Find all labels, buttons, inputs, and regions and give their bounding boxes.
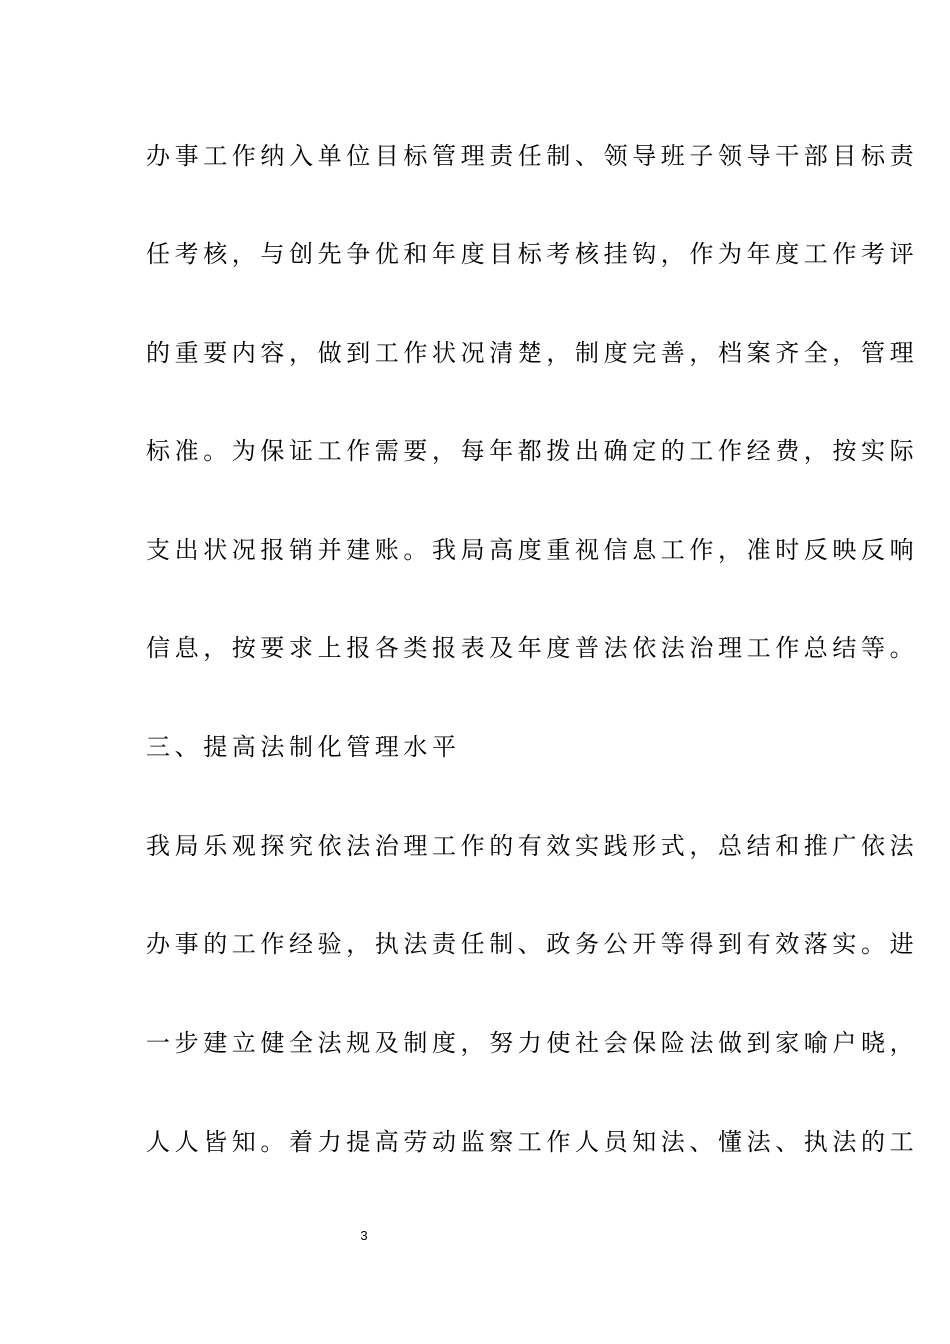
text-line-2: 任考核，与创先争优和年度目标考核挂钩，作为年度工作考评 — [146, 240, 919, 268]
text-line-9: 办事的工作经验，执法责任制、政务公开等得到有效落实。进 — [146, 930, 919, 958]
text-line-11: 人人皆知。着力提高劳动监察工作人员知法、懂法、执法的工 — [146, 1128, 919, 1156]
text-line-4: 标准。为保证工作需要，每年都拨出确定的工作经费，按实际 — [146, 437, 919, 465]
text-line-6: 信息，按要求上报各类报表及年度普法依法治理工作总结等。 — [146, 634, 919, 662]
text-line-8: 我局乐观探究依法治理工作的有效实践形式，总结和推广依法 — [146, 832, 919, 860]
section-heading: 三、提高法制化管理水平 — [146, 733, 461, 761]
page-number: 3 — [360, 1228, 368, 1243]
text-line-10: 一步建立健全法规及制度，努力使社会保险法做到家喻户晓， — [146, 1029, 919, 1057]
text-line-1: 办事工作纳入单位目标管理责任制、领导班子领导干部目标责 — [146, 142, 919, 170]
text-line-5: 支出状况报销并建账。我局高度重视信息工作，准时反映反响 — [146, 536, 919, 564]
text-line-3: 的重要内容，做到工作状况清楚，制度完善，档案齐全，管理 — [146, 339, 919, 367]
